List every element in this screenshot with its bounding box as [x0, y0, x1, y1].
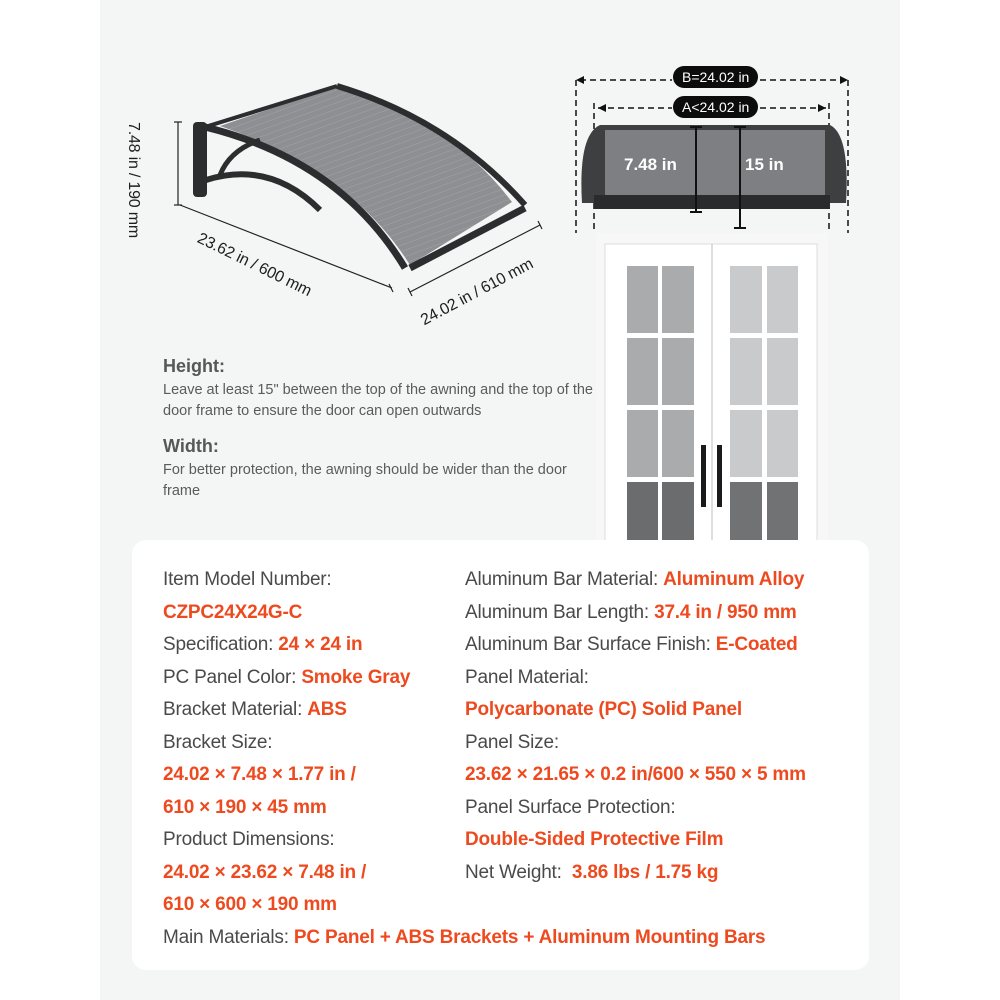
spec-line — [163, 694, 463, 727]
note-body: For better protection, the awning should be wider than the door frame — [163, 462, 567, 499]
spec-label: PC Panel Color: — [163, 666, 302, 688]
spec-label: Aluminum Bar Surface Finish: — [465, 634, 716, 655]
width-dimension-label: 24.02 in / 610 mm — [418, 255, 537, 330]
spec-label: Net Weight: — [465, 861, 572, 883]
spec-value: 24.02 × 23.62 × 7.48 in / — [163, 861, 367, 883]
spec-value: Polycarbonate (PC) Solid Panel — [465, 699, 742, 720]
note-title: Height: — [163, 356, 225, 376]
product-info-panel — [100, 0, 900, 1000]
clearance-label: 15 in — [745, 155, 784, 174]
spec-value: 24.02 × 7.48 × 1.77 in / — [163, 764, 356, 785]
spec-line — [163, 629, 463, 662]
note-body: Leave at least 15" between the top of the awning and the top of the door frame to ensure the door can open outwards — [163, 382, 593, 419]
spec-value: Double-Sided Protective Film — [465, 829, 724, 850]
spec-value: CZPC24X24G-C — [163, 601, 303, 623]
spec-line — [163, 662, 463, 695]
specs-right-column — [465, 564, 865, 889]
spec-label: Bracket Material: — [163, 699, 308, 720]
spec-line — [465, 727, 865, 760]
spec-label: Specification: — [163, 634, 279, 655]
note-height — [163, 356, 603, 422]
spec-value: 610 × 190 × 45 mm — [163, 796, 327, 818]
spec-label: Main Materials: — [163, 927, 294, 948]
spec-line — [163, 597, 463, 630]
spec-line — [465, 792, 865, 825]
spec-label: Item Model Number: — [163, 569, 332, 590]
spec-value: 23.62 × 21.65 × 0.2 in/600 × 550 × 5 mm — [465, 764, 806, 785]
spec-label: Product Dimensions: — [163, 829, 335, 850]
awning-isometric-illustration — [120, 60, 560, 340]
spec-line — [465, 759, 865, 792]
height-dimension-label: 7.48 in / 190 mm — [125, 122, 142, 238]
spec-line — [163, 727, 463, 760]
door-width-badge: A<24.02 in — [673, 96, 758, 118]
spec-value: Smoke Gray — [301, 666, 411, 688]
spec-label: Aluminum Bar Length: — [465, 601, 655, 623]
spec-label: Panel Surface Protection: — [465, 796, 676, 818]
spec-line — [465, 564, 865, 597]
spec-line — [465, 629, 865, 662]
spec-line — [163, 824, 463, 857]
spec-value: 610 × 600 × 190 mm — [163, 894, 337, 915]
door-awning-figure — [560, 55, 870, 545]
spec-line — [465, 857, 865, 890]
note-width — [163, 436, 603, 502]
spec-value: 24 × 24 in — [278, 634, 363, 655]
spec-line — [163, 889, 463, 922]
depth-dimension-label: 23.62 in / 600 mm — [194, 230, 315, 300]
note-title: Width: — [163, 436, 219, 456]
main-materials-line — [163, 922, 765, 955]
outer-width-badge: B=24.02 in — [673, 66, 758, 88]
spec-label: Bracket Size: — [163, 731, 273, 753]
spec-value: ABS — [307, 699, 347, 720]
spec-line — [163, 857, 463, 890]
spec-label: Aluminum Bar Material: — [465, 569, 664, 590]
awning-isometric-figure — [120, 60, 560, 340]
spec-line — [465, 694, 865, 727]
spec-label: Panel Size: — [465, 731, 559, 753]
spec-line — [465, 597, 865, 630]
spec-value: 3.86 lbs / 1.75 kg — [571, 861, 719, 883]
installation-notes — [163, 356, 603, 516]
spec-line — [163, 564, 463, 597]
spec-value: PC Panel + ABS Brackets + Aluminum Mounting Bars — [293, 927, 766, 948]
spec-value: Aluminum Alloy — [663, 569, 805, 590]
awning-height-label: 7.48 in — [624, 155, 677, 174]
specs-left-column — [163, 564, 463, 922]
spec-value: 37.4 in / 950 mm — [654, 601, 797, 623]
spec-line — [465, 824, 865, 857]
spec-line — [163, 759, 463, 792]
specifications-card — [132, 540, 869, 970]
spec-line — [163, 792, 463, 825]
door-awning-illustration — [560, 55, 870, 545]
spec-value: E-Coated — [715, 634, 798, 655]
spec-label: Panel Material: — [465, 666, 589, 688]
spec-line — [465, 662, 865, 695]
